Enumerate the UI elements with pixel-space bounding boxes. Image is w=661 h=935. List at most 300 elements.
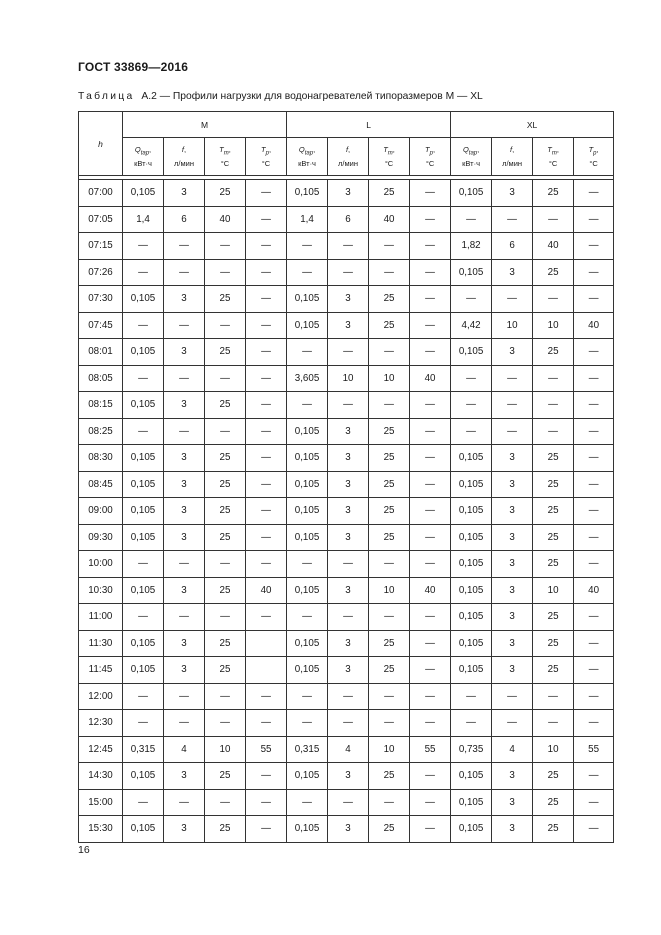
table-cell: — [410,763,451,790]
table-cell: 25 [205,577,246,604]
table-cell: 25 [205,763,246,790]
table-cell: — [410,657,451,684]
table-cell: 0,105 [451,339,492,366]
table-cell: — [369,259,410,286]
caption-title: — Профили нагрузки для водонагревателей типоразмеров М — XL [159,91,483,102]
table-cell: — [451,683,492,710]
time-cell: 07:26 [79,259,123,286]
table-cell: — [574,392,614,419]
table-cell: 6 [492,233,533,260]
time-cell: 08:30 [79,445,123,472]
table-cell: — [574,286,614,313]
table-cell: — [410,233,451,260]
table-cell: 0,105 [287,498,328,525]
sub-header-subscript: p [265,150,269,157]
time-cell: 08:05 [79,365,123,392]
table-row [79,259,614,286]
table-cell: 25 [369,657,410,684]
table-cell: — [451,418,492,445]
table-row [79,206,614,233]
table-cell: 3 [164,339,205,366]
table-cell: 10 [205,736,246,763]
time-cell: 09:30 [79,524,123,551]
table-cell: 0,105 [123,445,164,472]
time-cell: 07:15 [79,233,123,260]
table-cell: 0,315 [123,736,164,763]
sub-header-subscript: p [593,150,597,157]
table-cell: 55 [410,736,451,763]
table-cell: 40 [410,365,451,392]
table-cell: 0,105 [123,763,164,790]
table-cell: 0,105 [451,445,492,472]
table-cell: — [287,551,328,578]
table-cell: 0,105 [123,577,164,604]
table-cell: — [574,259,614,286]
table-cell: — [410,683,451,710]
table-cell: — [328,604,369,631]
table-cell: — [205,604,246,631]
table-cell: — [574,471,614,498]
time-cell: 08:25 [79,418,123,445]
sub-header-subscript: tap [468,150,478,157]
table-cell: — [492,418,533,445]
table-cell: — [410,816,451,843]
table-cell: 0,105 [451,259,492,286]
table-cell: — [205,312,246,339]
table-cell: 1,4 [287,206,328,233]
table-cell: 40 [205,206,246,233]
table-cell: 0,105 [451,657,492,684]
table-cell: — [492,206,533,233]
table-cell: 4 [164,736,205,763]
table-cell: 3 [328,524,369,551]
time-cell: 07:45 [79,312,123,339]
table-cell: 25 [533,816,574,843]
sub-header-xl-1: f, л/мин [492,138,533,176]
table-cell: 0,105 [287,630,328,657]
sub-header-symbol: f [509,145,513,155]
table-cell: 10 [328,365,369,392]
sub-header-symbol: T [219,145,224,155]
table-cell: 3 [492,816,533,843]
table-cell: 25 [533,604,574,631]
table-cell: 3 [492,498,533,525]
table-cell: — [369,233,410,260]
table-row [79,180,614,207]
table-cell: 55 [246,736,287,763]
table-cell: 0,105 [123,339,164,366]
table-cell: — [492,392,533,419]
table-cell: — [410,180,451,207]
table-cell: 40 [369,206,410,233]
table-cell: — [246,445,287,472]
table-row [79,577,614,604]
table-cell: 25 [533,657,574,684]
table-cell: 25 [533,445,574,472]
table-cell: — [287,259,328,286]
table-cell: 25 [205,471,246,498]
table-cell: 25 [369,445,410,472]
sub-header-subscript: m [551,150,557,157]
table-row [79,498,614,525]
table-cell: — [164,418,205,445]
table-cell: 25 [369,312,410,339]
table-cell [246,657,287,684]
table-cell: 25 [533,630,574,657]
table-cell: — [492,286,533,313]
sub-header-l-1: f, л/мин [328,138,369,176]
table-cell: 40 [533,233,574,260]
table-row [79,233,614,260]
table-cell: — [246,286,287,313]
table-cell: 1,4 [123,206,164,233]
time-cell: 09:00 [79,498,123,525]
table-row [79,710,614,737]
table-row [79,339,614,366]
time-cell: 07:05 [79,206,123,233]
table-cell: 3 [164,498,205,525]
caption-label: Таблица [78,91,135,102]
table-cell: — [205,259,246,286]
table-row [79,418,614,445]
table-cell: — [574,365,614,392]
table-cell: — [410,445,451,472]
table-cell: — [574,551,614,578]
table-cell: 0,105 [287,286,328,313]
sub-header-subscript: p [429,150,433,157]
time-cell: 11:30 [79,630,123,657]
table-cell: — [410,630,451,657]
table-cell: — [451,365,492,392]
table-cell: 0,105 [287,312,328,339]
table-cell: — [246,498,287,525]
table-cell: — [123,604,164,631]
table-cell: 0,105 [287,657,328,684]
table-cell: 0,105 [287,816,328,843]
group-header-l: L [287,112,451,138]
table-cell: 3 [492,339,533,366]
table-cell: 25 [205,630,246,657]
sub-header-symbol: f [181,145,184,155]
table-cell: 40 [410,577,451,604]
time-cell: 11:45 [79,657,123,684]
table-cell: — [369,710,410,737]
table-cell: 0,105 [123,180,164,207]
table-cell: 0,105 [123,498,164,525]
table-cell: 3 [164,657,205,684]
table-cell: — [492,710,533,737]
table-cell: — [164,365,205,392]
table-cell: — [205,418,246,445]
table-cell: 10 [369,365,410,392]
table-cell: — [574,233,614,260]
table-cell: — [164,710,205,737]
table-cell: — [574,524,614,551]
table-cell: 25 [369,286,410,313]
table-cell: 3 [164,471,205,498]
table-cell: 1,82 [451,233,492,260]
table-cell: — [205,710,246,737]
table-row [79,736,614,763]
table-cell: 0,105 [287,524,328,551]
table-cell: 25 [205,445,246,472]
sub-header-unit: °C [589,158,598,168]
table-cell: — [205,789,246,816]
table-cell: 0,105 [287,763,328,790]
table-cell: — [246,604,287,631]
table-cell: — [205,683,246,710]
table-cell: — [533,206,574,233]
table-cell: 3 [492,445,533,472]
sub-header-symbol: Q [134,145,141,155]
table-cell: 3 [328,471,369,498]
table-cell: 0,105 [451,577,492,604]
time-cell: 12:30 [79,710,123,737]
table-cell: — [164,551,205,578]
time-cell: 10:00 [79,551,123,578]
table-cell: — [533,286,574,313]
table-cell: 25 [205,657,246,684]
sub-header-unit: кВт·ч [462,158,481,168]
time-cell: 12:45 [79,736,123,763]
sub-header-symbol: f [345,145,349,155]
table-cell: — [533,365,574,392]
table-cell: — [369,789,410,816]
table-cell: 25 [369,763,410,790]
table-cell: — [410,259,451,286]
table-row [79,365,614,392]
table-cell: 0,105 [287,180,328,207]
table-cell: — [451,206,492,233]
time-cell: 08:45 [79,471,123,498]
table-cell: 3 [328,445,369,472]
table-cell: 3 [164,577,205,604]
table-cell: — [246,312,287,339]
table-cell: 3 [492,577,533,604]
table-cell: — [492,683,533,710]
table-cell: — [123,233,164,260]
sub-header-symbol: T [261,145,266,155]
sub-header-m-2: $T_m$, °C [205,138,246,176]
time-cell: 15:00 [79,789,123,816]
time-cell: 07:00 [79,180,123,207]
sub-header-symbol: T [588,145,594,155]
table-cell: — [410,418,451,445]
table-cell: — [451,710,492,737]
table-cell: 3 [492,604,533,631]
table-cell: 10 [533,736,574,763]
table-cell: — [451,392,492,419]
table-cell: — [205,365,246,392]
table-cell: 3 [164,763,205,790]
table-cell: 0,105 [451,789,492,816]
table-cell: — [287,339,328,366]
table-cell: — [533,710,574,737]
table-cell [246,630,287,657]
time-cell: 14:30 [79,763,123,790]
table-cell: 4 [492,736,533,763]
table-row [79,524,614,551]
group-header-xl: XL [451,112,614,138]
sub-header-unit: °C [548,158,558,168]
table-row [79,286,614,313]
table-cell: — [369,683,410,710]
table-caption [78,91,483,102]
table-cell: 3,605 [287,365,328,392]
sub-header-unit: кВт·ч [134,158,152,168]
table-cell: 0,105 [451,763,492,790]
sub-header-m-0: $Q_{tap}$, кВт·ч [123,138,164,176]
table-cell: 3 [164,180,205,207]
table-cell: — [123,365,164,392]
sub-header-unit: °C [384,158,394,168]
table-cell: — [369,339,410,366]
table-cell: 40 [574,312,614,339]
time-cell: 15:30 [79,816,123,843]
table-cell: — [574,816,614,843]
table-cell: — [123,259,164,286]
time-cell: 08:01 [79,339,123,366]
table-row [79,604,614,631]
table-cell: — [410,312,451,339]
table-cell: 10 [369,736,410,763]
table-cell: 25 [533,498,574,525]
table-cell: — [410,471,451,498]
table-cell: 3 [164,630,205,657]
table-cell: 25 [369,816,410,843]
table-cell: — [246,339,287,366]
table-cell: — [123,418,164,445]
table-cell: — [574,445,614,472]
table-cell: — [410,206,451,233]
table-row [79,392,614,419]
table-cell: — [246,683,287,710]
table-cell: — [287,710,328,737]
table-cell: — [287,789,328,816]
table-cell: — [574,789,614,816]
table-cell: 0,105 [451,604,492,631]
page-number: 16 [78,844,90,856]
table-cell: 0,105 [123,286,164,313]
table-cell: — [410,551,451,578]
table-cell: 40 [574,577,614,604]
table-cell: — [328,683,369,710]
table-cell: 25 [533,339,574,366]
table-cell: 6 [328,206,369,233]
sub-header-symbol: T [547,145,552,155]
table-cell: — [246,180,287,207]
sub-header-m-3: $T_p$, °C [246,138,287,176]
table-cell: 0,105 [287,445,328,472]
table-cell: — [123,551,164,578]
table-cell: 3 [492,524,533,551]
table-cell: — [410,604,451,631]
caption-number: А.2 [141,91,157,102]
table-cell: 0,105 [123,524,164,551]
sub-header-l-2: $T_m$, °C [369,138,410,176]
load-profile-table [78,111,614,843]
table-cell: 3 [328,180,369,207]
sub-header-l-0: $Q_{tap}$, кВт·ч [287,138,328,176]
table-cell: — [574,180,614,207]
table-row [79,763,614,790]
table-cell: 40 [246,577,287,604]
table-cell: — [246,206,287,233]
table-cell: — [574,630,614,657]
table-cell: — [287,233,328,260]
table-cell: — [410,498,451,525]
table-cell: 0,105 [123,657,164,684]
table-cell: 25 [205,339,246,366]
sub-header-unit: л/мин [502,158,523,168]
sub-header-subscript: m [223,150,229,157]
table-cell: — [410,789,451,816]
table-cell: — [123,683,164,710]
table-cell: 3 [492,180,533,207]
group-header-m: M [123,112,287,138]
table-cell: 0,735 [451,736,492,763]
table-cell: — [246,392,287,419]
sub-header-unit: л/мин [338,158,358,168]
time-cell: 07:30 [79,286,123,313]
table-cell: — [123,312,164,339]
table-cell: — [328,710,369,737]
time-column-header: h [79,112,123,176]
table-cell: 25 [205,524,246,551]
table-cell: 25 [205,816,246,843]
sub-header-unit: л/мин [174,158,194,168]
table-cell: — [205,233,246,260]
table-cell: 55 [574,736,614,763]
sub-header-xl-2: $T_m$, °C [533,138,574,176]
table-cell: 0,105 [123,392,164,419]
table-cell: — [246,710,287,737]
time-cell: 12:00 [79,683,123,710]
table-cell: 3 [328,630,369,657]
table-cell: 3 [492,763,533,790]
table-cell: 0,105 [451,471,492,498]
table-cell: — [369,551,410,578]
table-cell: — [328,259,369,286]
table-cell: 3 [328,312,369,339]
table-cell: 3 [328,418,369,445]
table-cell: 3 [328,577,369,604]
sub-header-unit: °C [220,158,230,168]
table-cell: — [328,392,369,419]
table-cell: 3 [492,551,533,578]
table-cell: 0,315 [287,736,328,763]
table-cell: — [574,206,614,233]
table-cell: 3 [328,763,369,790]
table-cell: — [246,233,287,260]
table-cell: 25 [533,259,574,286]
table-cell: 3 [164,445,205,472]
table-cell: 3 [328,657,369,684]
sub-header-xl-0: $Q_{tap}$, кВт·ч [451,138,492,176]
table-cell: — [574,418,614,445]
table-row [79,816,614,843]
table-cell: 25 [369,180,410,207]
table-cell: 0,105 [123,816,164,843]
table-cell: — [164,233,205,260]
table-cell: 25 [369,524,410,551]
sub-header-m-1: f, л/мин [164,138,205,176]
sub-header-unit: кВт·ч [298,158,316,168]
table-cell: 3 [492,657,533,684]
table-cell: 10 [533,312,574,339]
sub-header-symbol: Q [462,145,469,155]
table-cell: — [328,789,369,816]
